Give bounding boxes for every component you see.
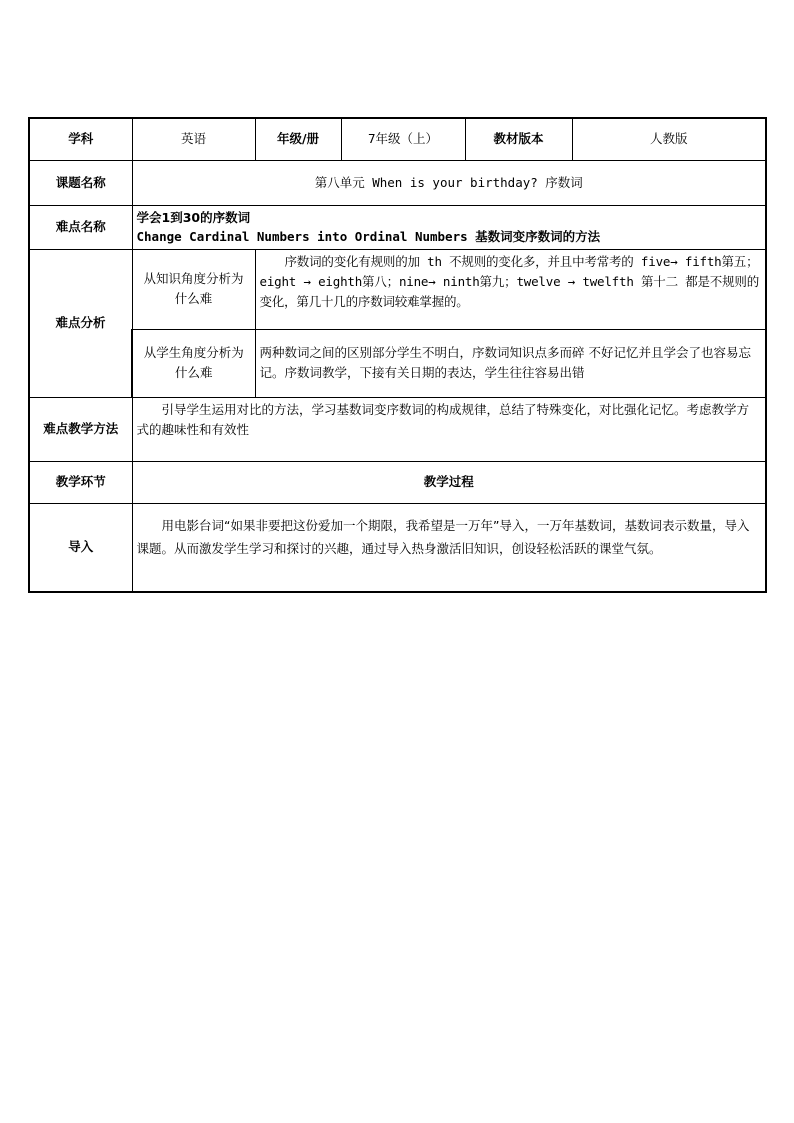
difficulty-line-1: 学会1到30的序数词 [136, 210, 251, 225]
process-heading: 教学过程 [132, 461, 766, 503]
method-label: 难点教学方法 [29, 397, 132, 461]
intro-row [29, 503, 766, 592]
student-angle-label: 从学生角度分析为什么难 [132, 329, 255, 397]
analysis-label: 难点分析 [29, 249, 132, 397]
process-label: 教学环节 [29, 461, 132, 503]
edition-label: 教材版本 [465, 118, 572, 160]
difficulty-line-2: Change Cardinal Numbers into Ordinal Numbers 基数词变序数词的方法 [136, 229, 601, 244]
knowledge-angle-text: 序数词的变化有规则的加 th 不规则的变化多，并且中考常考的 five→ fifth第五；eight → eighth第八；nine→ ninth第九；twelve → twelfth 第十二 都是不规则的变化，第几十几的序数词较难掌握的。 [255, 249, 766, 329]
difficulty-row [29, 205, 766, 249]
subject-value: 英语 [132, 118, 255, 160]
intro-text: 用电影台词“如果非要把这份爱加一个期限，我希望是一万年”导入，一万年基数词，基数词表示数量，导入课题。从而激发学生学习和探讨的兴趣，通过导入热身激活旧知识，创设轻松活跃的课堂气氛。 [132, 503, 766, 592]
method-row [29, 397, 766, 461]
lesson-plan-table [28, 117, 767, 593]
header-row [29, 118, 766, 160]
analysis-student-row [29, 329, 766, 397]
difficulty-label: 难点名称 [29, 205, 132, 249]
grade-value: 7年级（上） [341, 118, 465, 160]
process-row [29, 461, 766, 503]
analysis-knowledge-row [29, 249, 766, 329]
topic-label: 课题名称 [29, 160, 132, 205]
edition-value: 人教版 [572, 118, 766, 160]
grade-label: 年级/册 [255, 118, 341, 160]
intro-label: 导入 [29, 503, 132, 592]
knowledge-angle-label: 从知识角度分析为什么难 [132, 249, 255, 329]
difficulty-value [132, 205, 766, 249]
topic-row [29, 160, 766, 205]
student-angle-text: 两种数词之间的区别部分学生不明白，序数词知识点多而碎 不好记忆并且学会了也容易忘记。序数词教学，下接有关日期的表达，学生往往容易出错 [255, 329, 766, 397]
method-text: 引导学生运用对比的方法，学习基数词变序数词的构成规律，总结了特殊变化，对比强化记忆。考虑教学方式的趣味性和有效性 [132, 397, 766, 461]
topic-value: 第八单元 When is your birthday? 序数词 [132, 160, 766, 205]
subject-label: 学科 [29, 118, 132, 160]
